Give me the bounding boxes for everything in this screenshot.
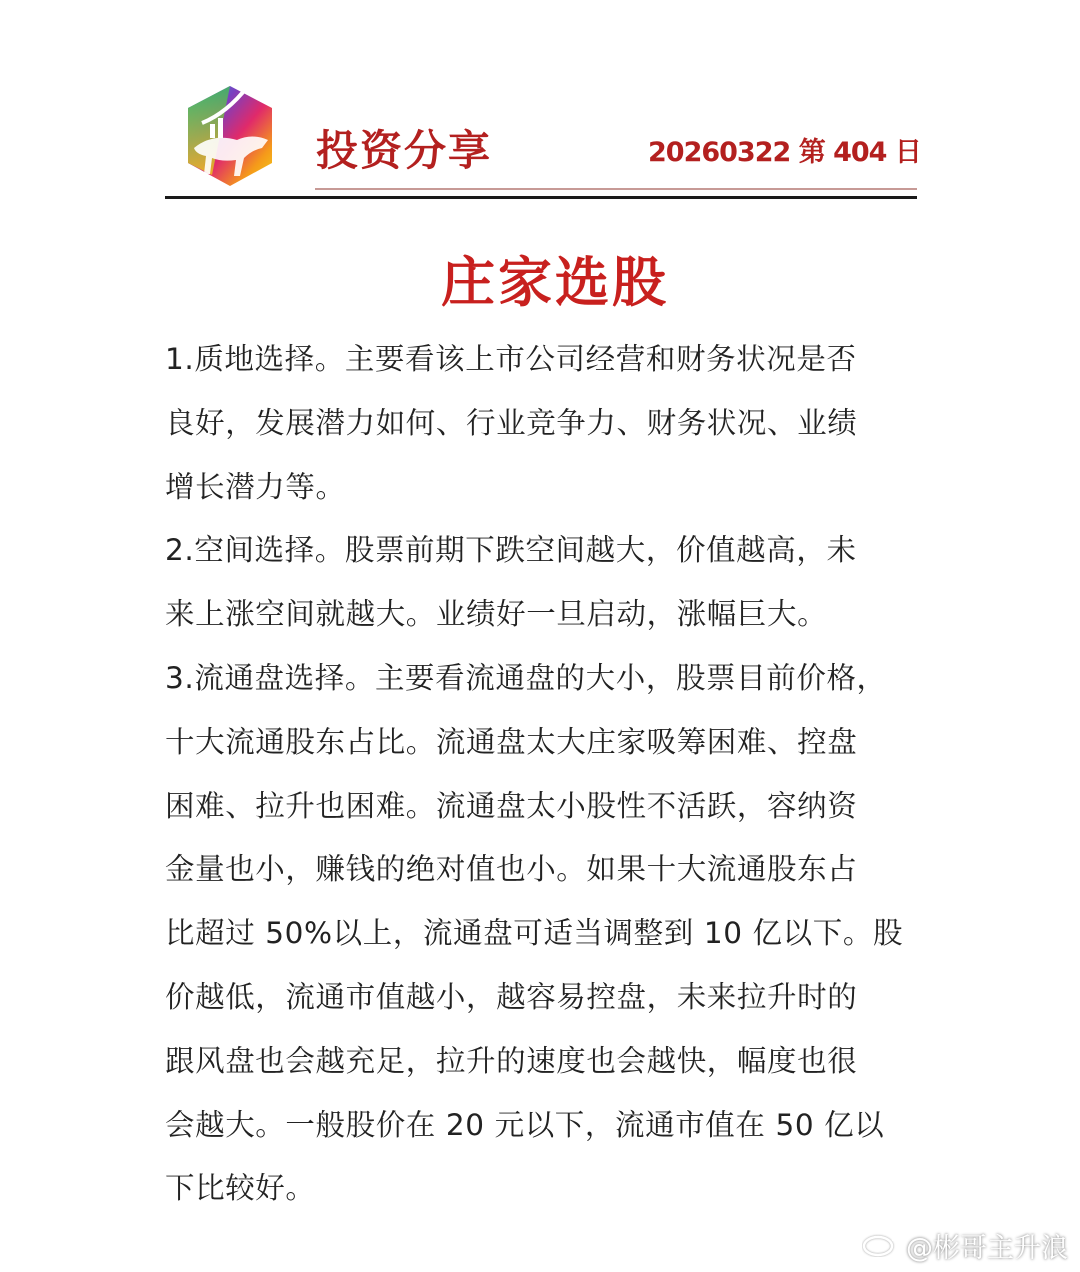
body-line: 增长潜力等。 bbox=[165, 469, 346, 504]
date-label: 20260322 第 404 日 bbox=[648, 137, 921, 168]
body-line: 3.流通盘选择。主要看流通盘的大小，股票目前价格， bbox=[165, 660, 887, 695]
body-line: 2.空间选择。股票前期下跌空间越大，价值越高，未 bbox=[165, 533, 857, 568]
bull-logo-icon bbox=[182, 78, 278, 188]
body-line: 会越大。一般股价在 20 元以下，流通市值在 50 亿以 bbox=[165, 1107, 885, 1142]
body-line: 良好，发展潜力如何、行业竞争力、财务状况、业绩 bbox=[165, 405, 858, 440]
weibo-icon bbox=[862, 1227, 902, 1264]
body-line: 金量也小，赚钱的绝对值也小。如果十大流通股东占 bbox=[165, 852, 858, 887]
weibo-watermark bbox=[862, 1226, 1068, 1265]
article-body bbox=[165, 328, 925, 1221]
body-line: 比超过 50%以上，流通盘可适当调整到 10 亿以下。股 bbox=[165, 916, 904, 951]
body-line: 下比较好。 bbox=[165, 1171, 316, 1206]
body-line: 困难、拉升也困难。流通盘太小股性不活跃，容纳资 bbox=[165, 788, 858, 823]
page-title: 庄家选股 bbox=[441, 251, 669, 314]
header-divider bbox=[165, 196, 917, 199]
body-line: 十大流通股东占比。流通盘太大庄家吸筹困难、控盘 bbox=[165, 724, 858, 759]
watermark-text: @彬哥主升浪 bbox=[906, 1233, 1068, 1264]
header-divider-red bbox=[315, 188, 917, 190]
body-line: 1.质地选择。主要看该上市公司经营和财务状况是否 bbox=[165, 342, 857, 376]
body-line: 来上涨空间就越大。业绩好一旦启动，涨幅巨大。 bbox=[165, 597, 828, 632]
body-line: 跟风盘也会越充足，拉升的速度也会越快，幅度也很 bbox=[165, 1043, 858, 1078]
body-line: 价越低，流通市值越小，越容易控盘，未来拉升时的 bbox=[165, 979, 858, 1014]
brand-title: 投资分享 bbox=[316, 126, 493, 175]
